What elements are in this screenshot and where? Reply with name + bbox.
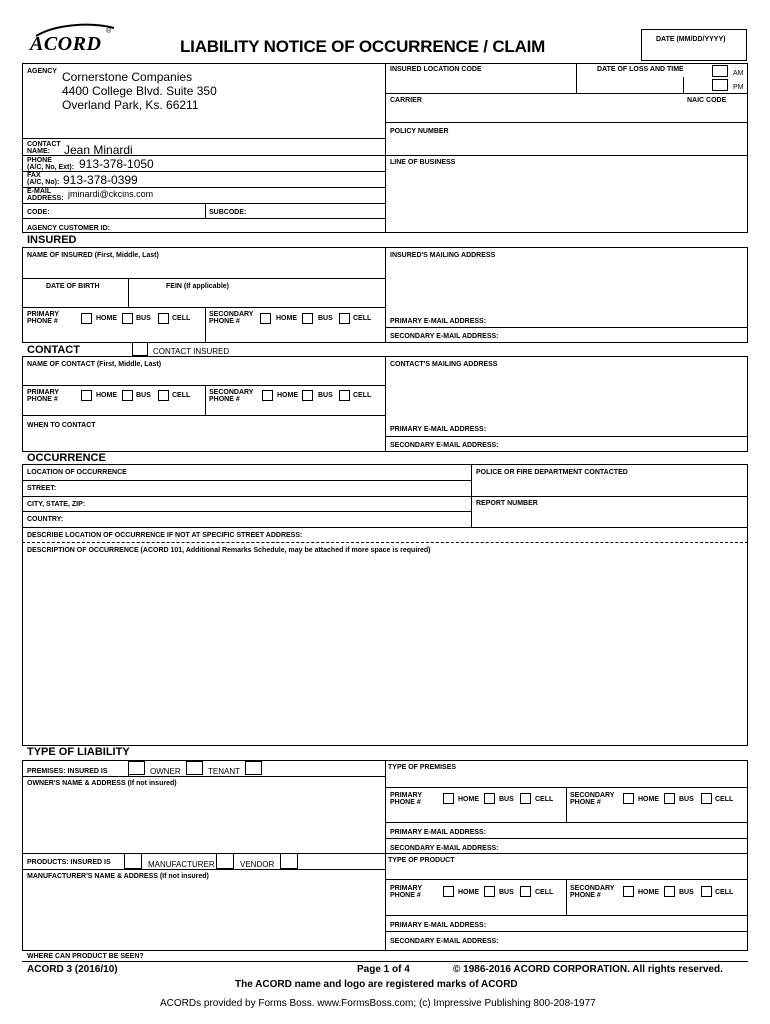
premises-primary-cell-checkbox[interactable] bbox=[520, 793, 531, 804]
fein-label: FEIN (If applicable) bbox=[166, 283, 230, 290]
line bbox=[385, 356, 386, 452]
tenant-label: TENANT bbox=[208, 767, 240, 776]
home-label: HOME bbox=[458, 796, 479, 803]
manufacturer-checkbox-left[interactable] bbox=[124, 853, 142, 869]
bus-label: BUS bbox=[679, 796, 694, 803]
describe-location-label: DESCRIBE LOCATION OF OCCURRENCE IF NOT AT SPECIFIC STREET ADDRESS: bbox=[27, 532, 303, 539]
premises-secondary-phone-label: SECONDARY PHONE # bbox=[570, 792, 615, 806]
bus-label: BUS bbox=[136, 392, 151, 399]
line bbox=[385, 155, 748, 156]
bus-label: BUS bbox=[318, 392, 333, 399]
line bbox=[22, 527, 748, 528]
line bbox=[22, 138, 385, 139]
premises-primary-bus-checkbox[interactable] bbox=[484, 793, 495, 804]
bus-label: BUS bbox=[136, 315, 151, 322]
line bbox=[566, 879, 567, 915]
line bbox=[22, 307, 385, 308]
contact-secondary-home-checkbox[interactable] bbox=[262, 390, 273, 401]
line bbox=[566, 787, 567, 822]
liability-section-title: TYPE OF LIABILITY bbox=[27, 746, 130, 758]
country-label: COUNTRY: bbox=[27, 516, 64, 523]
line bbox=[385, 327, 748, 328]
home-label: HOME bbox=[458, 889, 479, 896]
form-id: ACORD 3 (2016/10) bbox=[27, 964, 118, 975]
contact-primary-cell-checkbox[interactable] bbox=[158, 390, 169, 401]
line bbox=[22, 496, 748, 497]
product-secondary-home-checkbox[interactable] bbox=[623, 886, 634, 897]
line bbox=[205, 307, 206, 343]
pm-label: PM bbox=[733, 84, 744, 91]
am-label: AM bbox=[733, 70, 744, 77]
contact-name-label: CONTACT NAME: bbox=[27, 141, 61, 155]
line bbox=[385, 122, 748, 123]
contact-section-title: CONTACT bbox=[27, 344, 80, 356]
product-primary-cell-checkbox[interactable] bbox=[520, 886, 531, 897]
line bbox=[22, 961, 748, 962]
contact-secondary-phone-label: SECONDARY PHONE # bbox=[209, 389, 254, 403]
insured-primary-bus-checkbox[interactable] bbox=[122, 313, 133, 324]
logo-text: ACORD bbox=[30, 33, 102, 55]
cell-label: CELL bbox=[172, 315, 191, 322]
page-number: Page 1 of 4 bbox=[357, 964, 410, 975]
agency-customer-id-label: AGENCY CUSTOMER ID: bbox=[27, 225, 110, 232]
premises-secondary-bus-checkbox[interactable] bbox=[664, 793, 675, 804]
am-checkbox[interactable] bbox=[712, 65, 728, 77]
location-of-occurrence-label: LOCATION OF OCCURRENCE bbox=[27, 469, 127, 476]
line bbox=[22, 187, 385, 188]
contact-primary-email-label: PRIMARY E-MAIL ADDRESS: bbox=[390, 426, 487, 433]
product-primary-home-checkbox[interactable] bbox=[443, 886, 454, 897]
product-primary-bus-checkbox[interactable] bbox=[484, 886, 495, 897]
contact-insured-checkbox[interactable] bbox=[132, 342, 148, 356]
line bbox=[22, 542, 748, 543]
product-secondary-cell-checkbox[interactable] bbox=[701, 886, 712, 897]
line bbox=[385, 436, 748, 437]
police-fire-label: POLICE OR FIRE DEPARTMENT CONTACTED bbox=[476, 469, 628, 476]
line bbox=[22, 415, 385, 416]
dob-label: DATE OF BIRTH bbox=[46, 283, 100, 290]
phone-value[interactable]: 913-378-1050 bbox=[79, 157, 154, 171]
line bbox=[385, 760, 386, 951]
naic-code-label: NAIC CODE bbox=[687, 97, 727, 104]
code-label: CODE: bbox=[27, 209, 50, 216]
premises-primary-phone-label: PRIMARY PHONE # bbox=[390, 792, 423, 806]
registered-mark: ® bbox=[106, 28, 112, 35]
line bbox=[22, 203, 385, 204]
line bbox=[22, 218, 385, 219]
city-state-zip-label: CITY, STATE, ZIP: bbox=[27, 501, 86, 508]
line bbox=[576, 63, 577, 93]
contact-name-field-label: NAME OF CONTACT (First, Middle, Last) bbox=[27, 361, 162, 368]
agency-label: AGENCY bbox=[27, 68, 57, 75]
email-value[interactable]: jminardi@ckcins.com bbox=[68, 189, 154, 199]
tenant-checkbox[interactable] bbox=[245, 761, 262, 775]
line bbox=[22, 385, 385, 386]
bus-label: BUS bbox=[499, 796, 514, 803]
cell-label: CELL bbox=[715, 796, 734, 803]
owners-name-label: OWNER'S NAME & ADDRESS (If not insured) bbox=[27, 780, 177, 787]
manufacturer-label: MANUFACTURER bbox=[148, 860, 215, 869]
product-secondary-phone-label: SECONDARY PHONE # bbox=[570, 885, 615, 899]
occurrence-section-title: OCCURRENCE bbox=[27, 452, 106, 464]
insured-location-code-label: INSURED LOCATION CODE bbox=[390, 66, 482, 73]
bus-label: BUS bbox=[318, 315, 333, 322]
owner-checkbox[interactable] bbox=[128, 761, 145, 775]
copyright: © 1986-2016 ACORD CORPORATION. All rights reserved. bbox=[453, 964, 723, 975]
line bbox=[205, 385, 206, 415]
line bbox=[205, 203, 206, 218]
insured-primary-phone-label: PRIMARY PHONE # bbox=[27, 311, 60, 325]
cell-label: CELL bbox=[715, 889, 734, 896]
trademark: The ACORD name and logo are registered marks of ACORD bbox=[235, 979, 518, 990]
products-label: PRODUCTS: INSURED IS bbox=[27, 859, 111, 866]
report-number-label: REPORT NUMBER bbox=[476, 500, 538, 507]
subcode-label: SUBCODE: bbox=[209, 209, 247, 216]
insured-primary-cell-checkbox[interactable] bbox=[158, 313, 169, 324]
where-seen-label: WHERE CAN PRODUCT BE SEEN? bbox=[27, 953, 144, 960]
line bbox=[385, 93, 748, 94]
premises-secondary-email-label: SECONDARY E-MAIL ADDRESS: bbox=[390, 845, 499, 852]
line bbox=[128, 278, 129, 307]
tenant-checkbox-left[interactable] bbox=[186, 761, 203, 775]
agency-divider bbox=[385, 63, 386, 233]
carrier-label: CARRIER bbox=[390, 97, 422, 104]
form-title: LIABILITY NOTICE OF OCCURRENCE / CLAIM bbox=[180, 37, 546, 56]
acord-logo bbox=[26, 22, 116, 58]
cell-label: CELL bbox=[353, 392, 372, 399]
premises-primary-email-label: PRIMARY E-MAIL ADDRESS: bbox=[390, 829, 487, 836]
premises-primary-home-checkbox[interactable] bbox=[443, 793, 454, 804]
product-primary-email-label: PRIMARY E-MAIL ADDRESS: bbox=[390, 922, 487, 929]
home-label: HOME bbox=[276, 315, 297, 322]
manufacturers-name-label: MANUFACTURER'S NAME & ADDRESS (If not insured) bbox=[27, 873, 209, 880]
line-of-business-label: LINE OF BUSINESS bbox=[390, 159, 456, 166]
home-label: HOME bbox=[638, 796, 659, 803]
description-field[interactable] bbox=[23, 557, 747, 745]
line bbox=[385, 931, 748, 932]
contact-primary-bus-checkbox[interactable] bbox=[122, 390, 133, 401]
cell-label: CELL bbox=[535, 889, 554, 896]
line bbox=[385, 915, 748, 916]
line bbox=[22, 869, 385, 870]
line bbox=[22, 480, 471, 481]
contact-mailing-label: CONTACT'S MAILING ADDRESS bbox=[390, 361, 498, 368]
date-label: DATE (MM/DD/YYYY) bbox=[656, 36, 726, 43]
line bbox=[385, 822, 748, 823]
manufacturer-checkbox[interactable] bbox=[216, 853, 234, 869]
bus-label: BUS bbox=[499, 889, 514, 896]
premises-label: PREMISES: INSURED IS bbox=[27, 768, 108, 775]
line bbox=[22, 511, 471, 512]
line bbox=[22, 171, 385, 172]
cell-label: CELL bbox=[535, 796, 554, 803]
type-of-product-label: TYPE OF PRODUCT bbox=[388, 857, 455, 864]
type-of-premises-label: TYPE OF PREMISES bbox=[388, 764, 457, 771]
product-secondary-bus-checkbox[interactable] bbox=[664, 886, 675, 897]
agency-address-2: Overland Park, Ks. 66211 bbox=[62, 98, 199, 112]
street-label: STREET: bbox=[27, 485, 57, 492]
fax-value[interactable]: 913-378-0399 bbox=[63, 173, 138, 187]
insured-secondary-home-checkbox[interactable] bbox=[260, 313, 271, 324]
email-label: E-MAIL ADDRESS: bbox=[27, 188, 64, 202]
policy-number-label: POLICY NUMBER bbox=[390, 128, 449, 135]
line bbox=[385, 838, 748, 839]
insured-secondary-bus-checkbox[interactable] bbox=[302, 313, 313, 324]
phone-label: PHONE (A/C, No, Ext): bbox=[27, 157, 75, 171]
contact-secondary-email-label: SECONDARY E-MAIL ADDRESS: bbox=[390, 442, 499, 449]
line bbox=[22, 278, 385, 279]
agency-address-1: 4400 College Blvd. Suite 350 bbox=[62, 84, 217, 98]
cell-label: CELL bbox=[172, 392, 191, 399]
contact-primary-phone-label: PRIMARY PHONE # bbox=[27, 389, 60, 403]
insured-primary-email-label: PRIMARY E-MAIL ADDRESS: bbox=[390, 318, 487, 325]
provided-by: ACORDs provided by Forms Boss. www.FormsBoss.com; (c) Impressive Publishing 800-208-1977 bbox=[160, 998, 596, 1009]
description-label: DESCRIPTION OF OCCURRENCE (ACORD 101, Additional Remarks Schedule, may be attached if more space is required) bbox=[27, 547, 431, 554]
date-box[interactable] bbox=[641, 29, 747, 61]
insured-secondary-cell-checkbox[interactable] bbox=[339, 313, 350, 324]
insured-section-title: INSURED bbox=[27, 234, 77, 246]
insured-secondary-phone-label: SECONDARY PHONE # bbox=[209, 311, 254, 325]
vendor-label: VENDOR bbox=[240, 860, 275, 869]
insured-primary-home-checkbox[interactable] bbox=[81, 313, 92, 324]
premises-secondary-home-checkbox[interactable] bbox=[623, 793, 634, 804]
agency-name: Cornerstone Companies bbox=[62, 70, 193, 84]
line bbox=[683, 77, 684, 93]
line bbox=[22, 776, 385, 777]
fax-label: FAX (A/C, No): bbox=[27, 172, 60, 186]
when-to-contact-label: WHEN TO CONTACT bbox=[27, 422, 96, 429]
contact-insured-label: CONTACT INSURED bbox=[153, 347, 230, 356]
cell-label: CELL bbox=[353, 315, 372, 322]
contact-secondary-cell-checkbox[interactable] bbox=[339, 390, 350, 401]
line bbox=[22, 155, 385, 156]
owner-label: OWNER bbox=[150, 767, 181, 776]
vendor-checkbox[interactable] bbox=[280, 853, 298, 869]
product-secondary-email-label: SECONDARY E-MAIL ADDRESS: bbox=[390, 938, 499, 945]
home-label: HOME bbox=[638, 889, 659, 896]
bus-label: BUS bbox=[679, 889, 694, 896]
product-primary-phone-label: PRIMARY PHONE # bbox=[390, 885, 423, 899]
contact-secondary-bus-checkbox[interactable] bbox=[302, 390, 313, 401]
home-label: HOME bbox=[96, 315, 117, 322]
home-label: HOME bbox=[277, 392, 298, 399]
premises-secondary-cell-checkbox[interactable] bbox=[701, 793, 712, 804]
insured-secondary-email-label: SECONDARY E-MAIL ADDRESS: bbox=[390, 333, 499, 340]
home-label: HOME bbox=[96, 392, 117, 399]
contact-name-value[interactable]: Jean Minardi bbox=[64, 143, 133, 157]
contact-primary-home-checkbox[interactable] bbox=[81, 390, 92, 401]
line bbox=[385, 247, 386, 343]
insured-name-label: NAME OF INSURED (First, Middle, Last) bbox=[27, 252, 159, 259]
insured-mailing-label: INSURED'S MAILING ADDRESS bbox=[390, 252, 496, 259]
pm-checkbox[interactable] bbox=[712, 79, 728, 91]
date-of-loss-label: DATE OF LOSS AND TIME bbox=[597, 66, 684, 73]
